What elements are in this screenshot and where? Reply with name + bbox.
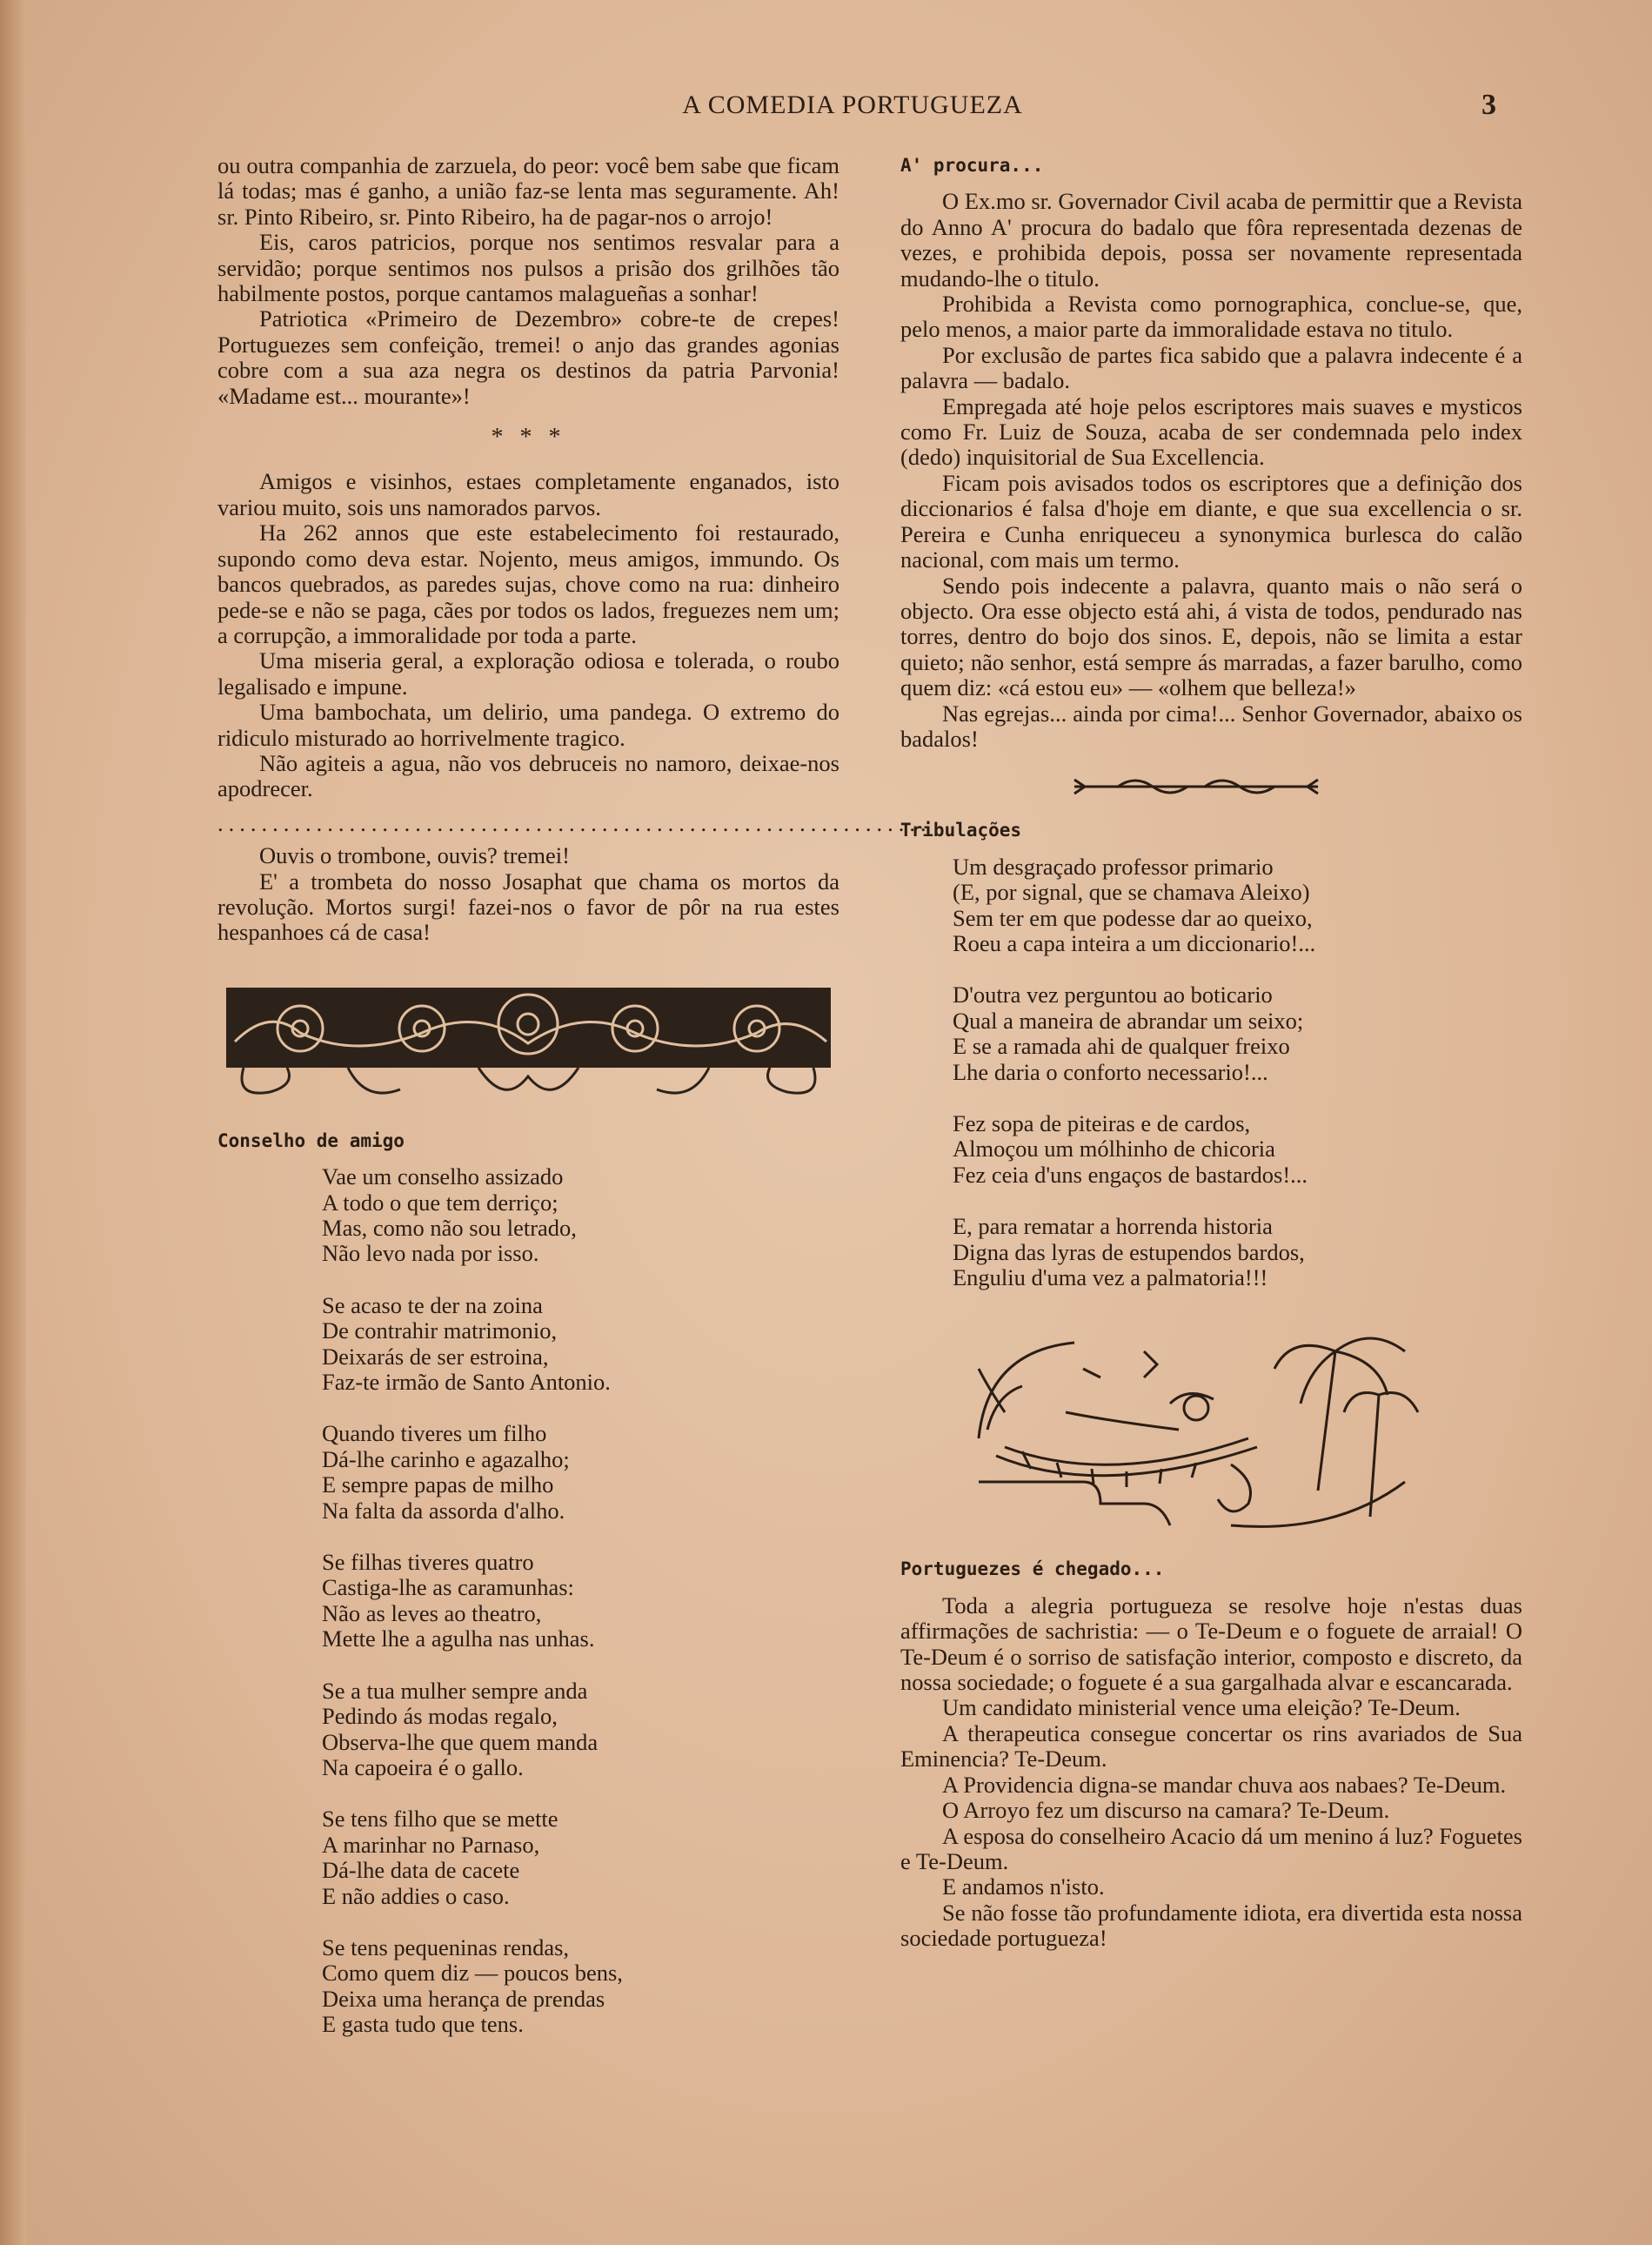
portuguezes-paragraph: Um candidato ministerial vence uma eleição? Te-Deum. [942,1694,1461,1721]
poem-conselho [322,1164,839,2037]
poem-line: Castiga-lhe as caramunhas: [322,1574,574,1601]
poem-line: Fez sopa de piteiras e de cardos, [953,1110,1251,1136]
portuguezes-paragraph: Se não fosse tão profundamente idiota, era divertida esta nossa sociedade portugueza! [900,1899,1522,1952]
body-paragraph: Uma bambochata, um delirio, uma pandega. O extremo do ridiculo misturado ao horrivelmente tragico. [217,699,839,751]
poem-line: (E, por signal, que se chamava Aleixo) [953,879,1310,906]
poem-line: Na falta da assorda d'alho. [322,1497,565,1524]
poem-stanza [322,1679,839,1781]
poem-tribulacoes [953,854,1522,1291]
poem-line: Como quem diz — poucos bens, [322,1960,623,1987]
procura-paragraph: Empregada até hoje pelos escriptores mais suaves e mysticos como Fr. Luiz de Souza, acaba de ser condemnada pelo index (dedo) inquisitorial de Sua Excellencia. [900,392,1522,471]
closing-paragraph: E' a trombeta do nosso Josaphat que chama os mortos da revolução. Mortos surgi! fazei-nos o favor de pôr na rua estes hespanhoes cá de casa! [217,868,839,946]
portuguezes-paragraph: O Arroyo fez um discurso na camara? Te-Deum. [942,1797,1390,1824]
poem-stanza [953,1214,1522,1290]
poem-line: E se a ramada ahi de qualquer freixo [953,1033,1290,1060]
poem-stanza [322,1935,839,2038]
intro-paragraph: ou outra companhia de zarzuela, do peor: você bem sabe que ficam lá todas; mas é ganho, a união faz-se lenta mas seguramente. Ah! sr. Pinto Ribeiro, sr. Pinto Ribeiro, ha de pagar-nos o arrojo! [217,152,839,230]
poem-line: Quando tiveres um filho [322,1420,547,1447]
poem-line: E, para rematar a horrenda historia [953,1213,1273,1240]
poem-title: Conselho de amigo [217,1129,405,1151]
portuguezes-paragraph: A therapeutica consegue concertar os rins avariados de Sua Eminencia? Te-Deum. [900,1719,1522,1773]
procura-paragraph: Ficam pois avisados todos os escriptores que a definição dos diccionarios é falsa d'hoje em diante, e que sua excellencia o sr. Pereira e Cunha enriqueceu a synonymica burlesca do calão nacional, com mais um termo. [900,469,1522,573]
page-header [209,90,1496,131]
poem-stanza [322,1421,839,1524]
running-title: A COMEDIA PORTUGUEZA [682,90,1023,119]
poem-line: E não addies o caso. [322,1882,510,1909]
poem-stanza [953,854,1522,957]
poem-line: Qual a maneira de abrandar um seixo; [953,1007,1304,1034]
poem-line: Se filhas tiveres quatro [322,1549,534,1576]
poem-line: Pedindo ás modas regalo, [322,1703,558,1730]
poem-line: Digna das lyras de estupendos bardos, [953,1238,1305,1265]
hammock-illustration [970,1317,1422,1534]
floral-ornament [217,981,839,1111]
poem-line: Sem ter em que podesse dar ao queixo, [953,904,1313,931]
poem-line: Deixarás de ser estroina, [322,1343,549,1370]
page-number: 3 [1481,89,1496,121]
poem-line: A marinhar no Parnaso, [322,1831,540,1858]
poem-line: Se tens pequeninas rendas, [322,1933,570,1960]
poem-line: Mette lhe a agulha nas unhas. [322,1625,595,1652]
poem-line: E gasta tudo que tens. [322,2011,524,2038]
poem-line: Não as leves ao theatro, [322,1599,542,1626]
portuguezes-paragraph: A esposa do conselheiro Acacio dá um menino á luz? Foguetes e Te-Deum. [900,1822,1522,1874]
page-spine [0,0,26,2245]
body-paragraph: Não agiteis a agua, não vos debruceis no namoro, deixae-nos apodrecer. [217,749,839,802]
procura-paragraph: Por exclusão de partes fica sabido que a palavra indecente é a palavra — badalo. [900,341,1522,394]
procura-paragraph: Nas egrejas... ainda por cima!... Senhor Governador, abaixo os badalos! [900,700,1522,752]
poem-line: Almoçou um mólhinho de chicoria [953,1136,1275,1163]
poem-line: Roeu a capa inteira a um diccionario!... [953,929,1316,956]
poem-line: Na capoeira é o gallo. [322,1753,524,1780]
poem-line: Enguliu d'uma vez a palmatoria!!! [953,1264,1268,1291]
poem-line: Fez ceia d'uns engaços de bastardos!... [953,1161,1308,1188]
poem-stanza [322,1164,839,1267]
poem-line: Faz-te irmão de Santo Antonio. [322,1369,611,1396]
poem-line: Dá-lhe data de cacete [322,1857,520,1884]
poem-line: Dá-lhe carinho e agazalho; [322,1445,570,1472]
portuguezes-paragraph: A Providencia digna-se mandar chuva aos nabaes? Te-Deum. [942,1771,1507,1798]
section-title-portuguezes: Portuguezes é chegado... [900,1558,1165,1580]
procura-paragraph: Sendo pois indecente a palavra, quanto mais o não será o objecto. Ora esse objecto está ahi, á vista de todos, pendurado nas torres, dentro do bojo dos sinos. E, depois, não se limita a estar quieto; não senhor, está sempre ás marradas, a fazer barulho, como quem diz: «cá estou eu» — «olhem que belleza!» [900,572,1522,701]
poem-stanza [322,1293,839,1396]
poem-stanza [953,1111,1522,1188]
poem-stanza [322,1806,839,1909]
poem-line: Se tens filho que se mette [322,1806,558,1833]
portuguezes-paragraph: E andamos n'isto. [942,1873,1105,1900]
left-column [217,152,932,2064]
asterism-separator: * * * [491,424,566,452]
procura-paragraph: O Ex.mo sr. Governador Civil acaba de permittir que a Revista do Anno A' procura do badalo que fôra representada dezenas de vezes, e prohibida depois, possa ser novamente representada mudando-lhe o titulo. [900,188,1522,292]
section-title-procura: A' procura... [900,155,1044,176]
poem-line: De contrahir matrimonio, [322,1317,558,1344]
intro-paragraph: Patriotica «Primeiro de Dezembro» cobre-te de crepes! Portuguezes sem confeição, tremei! o anjo das grandes agonias cobre com a sua aza negra os destinos da patria Parvonia! «Madame est... mourante»! [217,305,839,409]
closing-paragraph: Ouvis o trombone, ouvis? tremei! [259,842,570,869]
poem-line: Um desgraçado professor primario [953,853,1274,880]
poem-line: Não levo nada por isso. [322,1240,539,1267]
poem-stanza [953,982,1522,1085]
intro-paragraph: Eis, caros patricios, porque nos sentimos resvalar para a servidão; porque sentimos nos pulsos a prisão dos grilhões tão habilmente postos, porque cantamos malagueñas a sonhar! [217,229,839,307]
right-column [900,153,1522,1952]
body-paragraph: Uma miseria geral, a exploração odiosa e tolerada, o roubo legalisado e impune. [217,647,839,700]
poem-line: Lhe daria o conforto necessario!... [953,1058,1268,1085]
portuguezes-paragraph: Toda a alegria portugueza se resolve hoje n'estas duas affirmações de sachristia: — o Te-Deum e o foguete de arraial! O Te-Deum é o sorriso de satisfação interior, composto e discreto, da nossa sociedade; o foguete é a sua gargalhada alvar e escancarada. [900,1592,1522,1696]
poem-line: Deixa uma herança de prendas [322,1985,605,2012]
poem-line: E sempre papas de milho [322,1471,554,1498]
poem-line: Vae um conselho assizado [322,1163,564,1190]
poem-line: Se a tua mulher sempre anda [322,1677,588,1704]
section-title-tribulacoes: Tribulações [900,820,1022,841]
poem-line: Mas, como não sou letrado, [322,1215,577,1241]
poem-line: D'outra vez perguntou ao boticario [953,982,1273,1009]
poem-line: Se acaso te der na zoina [322,1291,543,1318]
procura-paragraph: Prohibida a Revista como pornographica, conclue-se, que, pelo menos, a maior parte da immoralidade estava no titulo. [900,291,1522,343]
scroll-divider [1066,771,1327,802]
poem-stanza [322,1550,839,1652]
body-paragraph: Amigos e visinhos, estaes completamente enganados, isto variou muito, sois uns namorados parvos. [217,468,839,520]
poem-line: Observa-lhe que quem manda [322,1728,599,1755]
dotted-separator: ................................................................. [217,809,932,836]
body-paragraph: Ha 262 annos que este estabelecimento foi restaurado, supondo como deva estar. Nojento, meus amigos, immundo. Os bancos quebrados, as paredes sujas, chove como na rua: dinheiro pede-se e não se paga, cães por todos os lados, freguezes nem um; a corrupção, a immoralidade por toda a parte. [217,519,839,648]
poem-line: A todo o que tem derriço; [322,1189,558,1216]
